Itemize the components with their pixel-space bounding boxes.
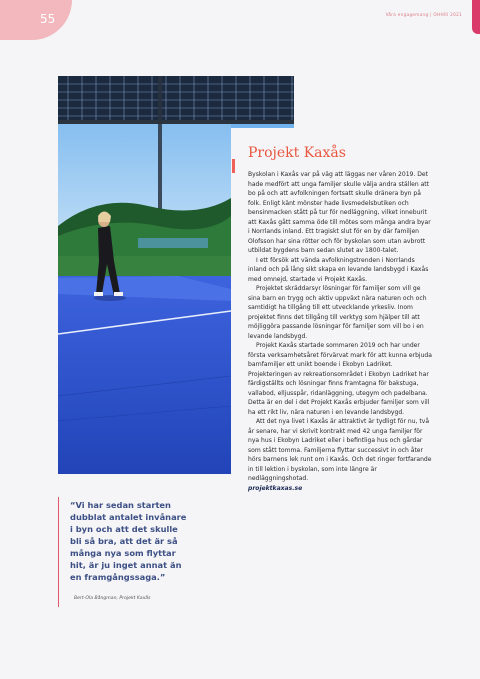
article-paragraph: Byskolan i Kaxås var på väg att läggas ner våren 2019. Det hade medfört att unga familjer skulle välja andra ställen att bo på och att avfolkningen fortsatt skulle dränera byn på folk. Enligt känt mönster hade livsmedelsbutiken och bensinmacken stått på tur för nedläggning, vilket inneburit att Kaxås gått samma öde till mötes som många andra byar i Norrlands inland. Ett tragiskt slut för en by där familjen Olofsson har sina rötter och för byskolan som utan avbrott utbildat bygdens barn sedan slutet av 1800-talet. [248, 171, 431, 254]
quote-attribution: Bert-Ola Bångman, Projekt Kaxås [74, 596, 151, 601]
title-accent-bar [232, 159, 235, 173]
quote-accent-bar [58, 497, 59, 607]
project-website-link[interactable]: projektkaxas.se [248, 484, 303, 492]
corner-tab [472, 0, 480, 34]
article-body [248, 170, 434, 493]
page-number: 55 [40, 12, 56, 26]
pull-quote: “Vi har sedan starten dubblat antalet invånare i byn och att det skulle bli så bra, att det är så många nya som flyttar hit, är ju inget annat än en framgångssaga.” [70, 500, 187, 582]
article-paragraph: Att det nya livet i Kaxås är attraktivt är tydligt för nu, två år senare, har vi skrivit kontrakt med 42 unga familjer för nya hus i Ekobyn Ladriket eller i befintliga hus och gårdar som stått tomma. Familjerna flyttar successivt in och åter hörs barnens lek runt om i Kaxås. Och det ringer fortfarande in till lektion i byskolan, som inte längre är nedläggningshotad. [248, 418, 432, 482]
article-paragraph: Projektet skräddarsyr lösningar för familjer som vill ge sina barn en trygg och aktiv uppväxt nära naturen och och samtidigt ha tillgång till ett utvecklande yrkesliv. Inom projektet finns det tillgång till verktyg som hjälper till att möjliggöra passande lösningar för familjer som vill bo i en levande landsbygd. [248, 285, 427, 340]
padel-court-photo [58, 76, 231, 474]
article-title: Projekt Kaxås [248, 145, 346, 161]
running-header: Våra engagemang | OHHIII 2021 [385, 12, 462, 17]
page-number-tab [0, 0, 72, 40]
article-paragraph: Projekt Kaxås startade sommaren 2019 och har under första verksamhetsåret förvärvat mark för att kunna erbjuda barnfamiljer ett unikt boende i Ekobyn Ladriket. Projekteringen av rekreationsområdet i Ekobyn Ladriket har färdigställts och lösningar finns framtagna för bakstuga, vallabod, elljusspår, ridanläggning, utegym och padelbana. Detta är en del i det Projekt Kaxås erbjuder familjer som vill ha ett rikt liv, nära naturen i en levande landsbygd. [248, 342, 432, 416]
padel-court-roof-photo [231, 76, 294, 128]
article-paragraph: I ett försök att vända avfolkningstrenden i Norrlands inland och på lång sikt skapa en levande landsbygd i Kaxås med omnejd, startade vi Projekt Kaxås. [248, 256, 429, 283]
